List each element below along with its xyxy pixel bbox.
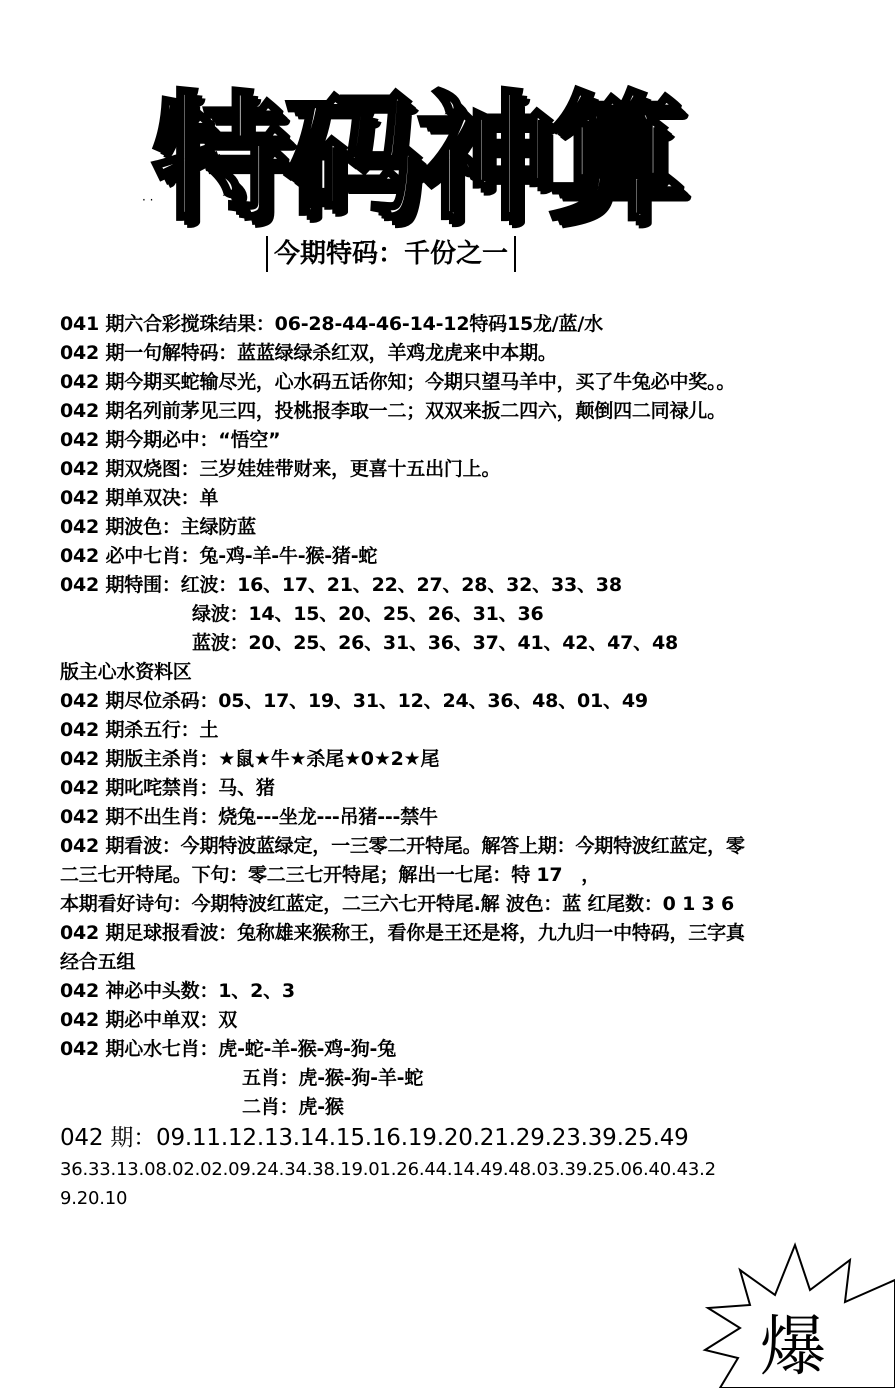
text-line: 经合五组 xyxy=(60,951,136,973)
subtitle-box: 今期特码：千份之一 xyxy=(266,236,516,272)
text-line: 二肖：虎-猴 xyxy=(242,1096,344,1118)
text-line: 042 期特围：红波：16、17、21、22、27、28、32、33、38 xyxy=(60,574,622,596)
text-line: 041 期六合彩搅珠结果：06-28-44-46-14-12特码15龙/蓝/水 xyxy=(60,313,603,335)
text-line: 042 期心水七肖：虎-蛇-羊-猴-鸡-狗-兔 xyxy=(60,1038,396,1060)
text-line: 042 必中七肖：兔-鸡-羊-牛-猴-猪-蛇 xyxy=(60,545,378,567)
content-body xyxy=(60,310,860,1213)
page-title xyxy=(140,78,780,238)
text-line: 042 期版主杀肖：★鼠★牛★杀尾★0★2★尾 xyxy=(60,748,440,770)
title-text: 特码神算 xyxy=(152,78,681,239)
text-line: 042 期名列前茅见三四，投桃报李取一二；双双来扳二四六，颠倒四二同禄儿。 xyxy=(60,400,726,422)
text-line: 042 期叱咤禁肖：马、猪 xyxy=(60,777,275,799)
text-line: 042 期今期必中：“悟空” xyxy=(60,429,281,451)
text-line: 042 神必中头数：1、2、3 xyxy=(60,980,295,1002)
text-line: 042 期必中单双：双 xyxy=(60,1009,238,1031)
burst-label: 爆 xyxy=(760,1308,826,1385)
text-line: 本期看好诗句：今期特波红蓝定，二三六七开特尾.解 波色：蓝 红尾数：0 1 3 6 xyxy=(60,893,734,915)
text-line: 042 期杀五行：土 xyxy=(60,719,219,741)
text-line: 042 期足球报看波：兔称雄来猴称王，看你是王还是将，九九归一中特码，三字真 xyxy=(60,922,745,944)
text-line: 042 期今期买蛇输尽光，心水码五话你知；今期只望马羊中，买了牛兔必中奖。。 xyxy=(60,371,736,393)
text-line: 042 期看波：今期特波蓝绿定，一三零二开特尾。解答上期：今期特波红蓝定，零 xyxy=(60,835,745,857)
section-heading: 版主心水资料区 xyxy=(60,661,192,683)
text-line: 042 期尽位杀码：05、17、19、31、12、24、36、48、01、49 xyxy=(60,690,648,712)
number-line: 36.33.13.08.02.02.09.24.34.38.19.01.26.44.14.49.48.03.39.25.06.40.43.2 xyxy=(60,1159,716,1180)
text-line: 五肖：虎-猴-狗-羊-蛇 xyxy=(242,1067,424,1089)
text-line: 042 期不出生肖：烧兔---坐龙---吊猪---禁牛 xyxy=(60,806,438,828)
text-line: 二三七开特尾。下句：零二三七开特尾；解出一七尾：特 17 ， xyxy=(60,864,601,886)
number-line: 9.20.10 xyxy=(60,1188,128,1209)
text-line: 042 期双烧图：三岁娃娃带财来，更喜十五出门上。 xyxy=(60,458,501,480)
text-line: 042 期一句解特码：蓝蓝绿绿杀红双，羊鸡龙虎来中本期。 xyxy=(60,342,557,364)
number-line: 042 期：09.11.12.13.14.15.16.19.20.21.29.23.39.25.49 xyxy=(60,1125,689,1151)
text-line: 蓝波：20、25、26、31、36、37、41、42、47、48 xyxy=(192,632,679,654)
text-line: 绿波：14、15、20、25、26、31、36 xyxy=(192,603,544,625)
text-line: 042 期波色：主绿防蓝 xyxy=(60,516,256,538)
text-line: 042 期单双决：单 xyxy=(60,487,219,509)
decorative-dots: · · xyxy=(142,193,154,207)
